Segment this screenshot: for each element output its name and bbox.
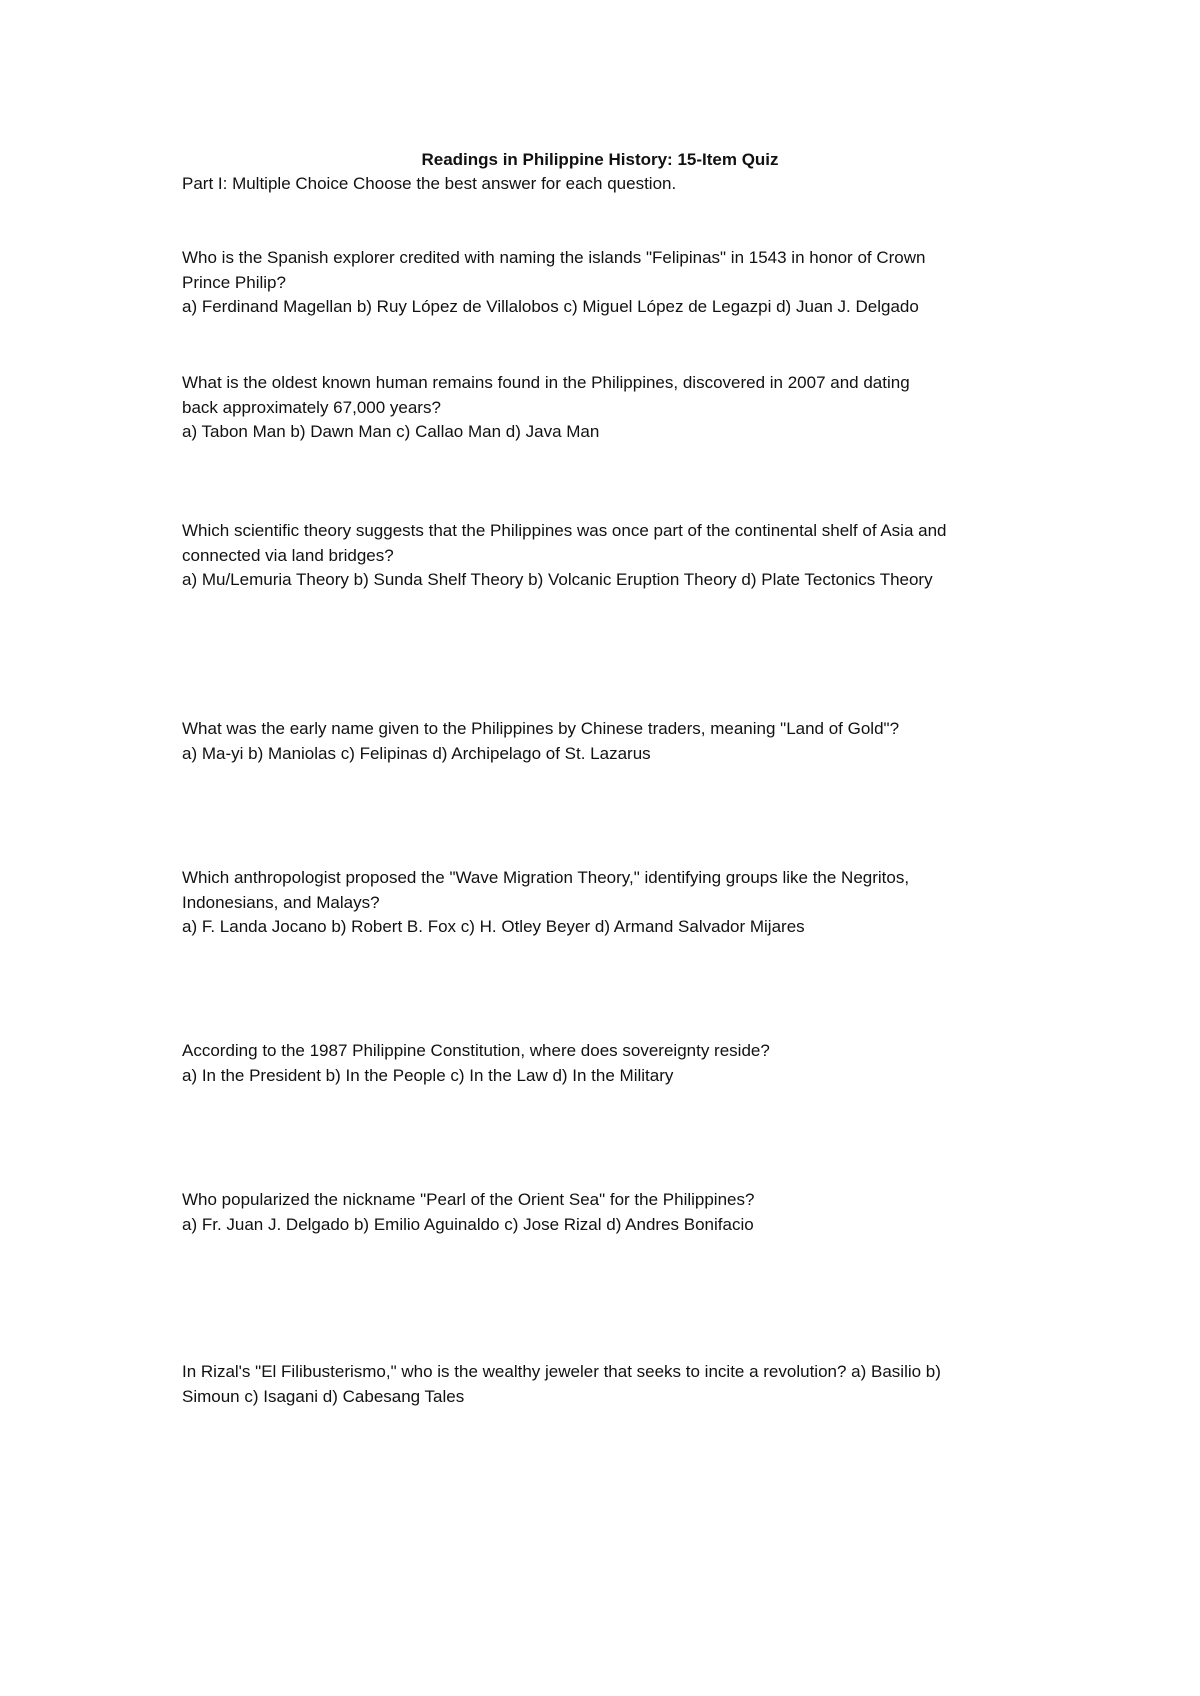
- question-7: [182, 1188, 1032, 1237]
- question-1: [182, 246, 1032, 320]
- question-3-text-line-1: Which scientific theory suggests that the Philippines was once part of the continental shelf of Asia and: [182, 521, 947, 540]
- question-1-choices: a) Ferdinand Magellan b) Ruy López de Villalobos c) Miguel López de Legazpi d) Juan J. Delgado: [182, 297, 919, 316]
- question-6-choices: a) In the President b) In the People c) In the Law d) In the Military: [182, 1065, 674, 1085]
- question-3: [182, 519, 1032, 593]
- question-2-choices: a) Tabon Man b) Dawn Man c) Callao Man d) Java Man: [182, 422, 600, 441]
- question-3-text-line-2: connected via land bridges?: [182, 545, 394, 565]
- question-2-text-line-2: back approximately 67,000 years?: [182, 397, 441, 417]
- question-1-text-line-2: Prince Philip?: [182, 272, 286, 292]
- question-7-choices: a) Fr. Juan J. Delgado b) Emilio Aguinaldo c) Jose Rizal d) Andres Bonifacio: [182, 1214, 754, 1234]
- question-5: [182, 866, 1032, 940]
- question-8: [182, 1360, 1032, 1409]
- question-1-text-line-1: Who is the Spanish explorer credited with naming the islands "Felipinas" in 1543 in honor of Crown: [182, 248, 926, 267]
- question-2-text-line-1: What is the oldest known human remains found in the Philippines, discovered in 2007 and dating: [182, 373, 910, 392]
- question-5-text-line-2: Indonesians, and Malays?: [182, 892, 380, 912]
- question-6-text-line-1: According to the 1987 Philippine Constitution, where does sovereignty reside?: [182, 1041, 770, 1060]
- question-4: [182, 717, 1032, 766]
- question-8-text-line-1: In Rizal's "El Filibusterismo," who is the wealthy jeweler that seeks to incite a revolution? a) Basilio b): [182, 1362, 941, 1381]
- question-4-choices: a) Ma-yi b) Maniolas c) Felipinas d) Archipelago of St. Lazarus: [182, 743, 651, 763]
- question-2: [182, 371, 1032, 445]
- question-7-text-line-1: Who popularized the nickname "Pearl of the Orient Sea" for the Philippines?: [182, 1190, 755, 1209]
- quiz-instructions: Part I: Multiple Choice Choose the best answer for each question.: [182, 174, 677, 193]
- question-8-text-line-2: Simoun c) Isagani d) Cabesang Tales: [182, 1386, 465, 1406]
- quiz-title: Readings in Philippine History: 15-Item Quiz: [421, 150, 779, 169]
- question-6: [182, 1039, 1032, 1088]
- question-5-text-line-1: Which anthropologist proposed the "Wave Migration Theory," identifying groups like the Negritos,: [182, 868, 910, 887]
- question-3-choices: a) Mu/Lemuria Theory b) Sunda Shelf Theory b) Volcanic Eruption Theory d) Plate Tectonics Theory: [182, 570, 933, 589]
- question-5-choices: a) F. Landa Jocano b) Robert B. Fox c) H. Otley Beyer d) Armand Salvador Mijares: [182, 917, 805, 936]
- question-4-text-line-1: What was the early name given to the Philippines by Chinese traders, meaning "Land of Gold"?: [182, 719, 900, 738]
